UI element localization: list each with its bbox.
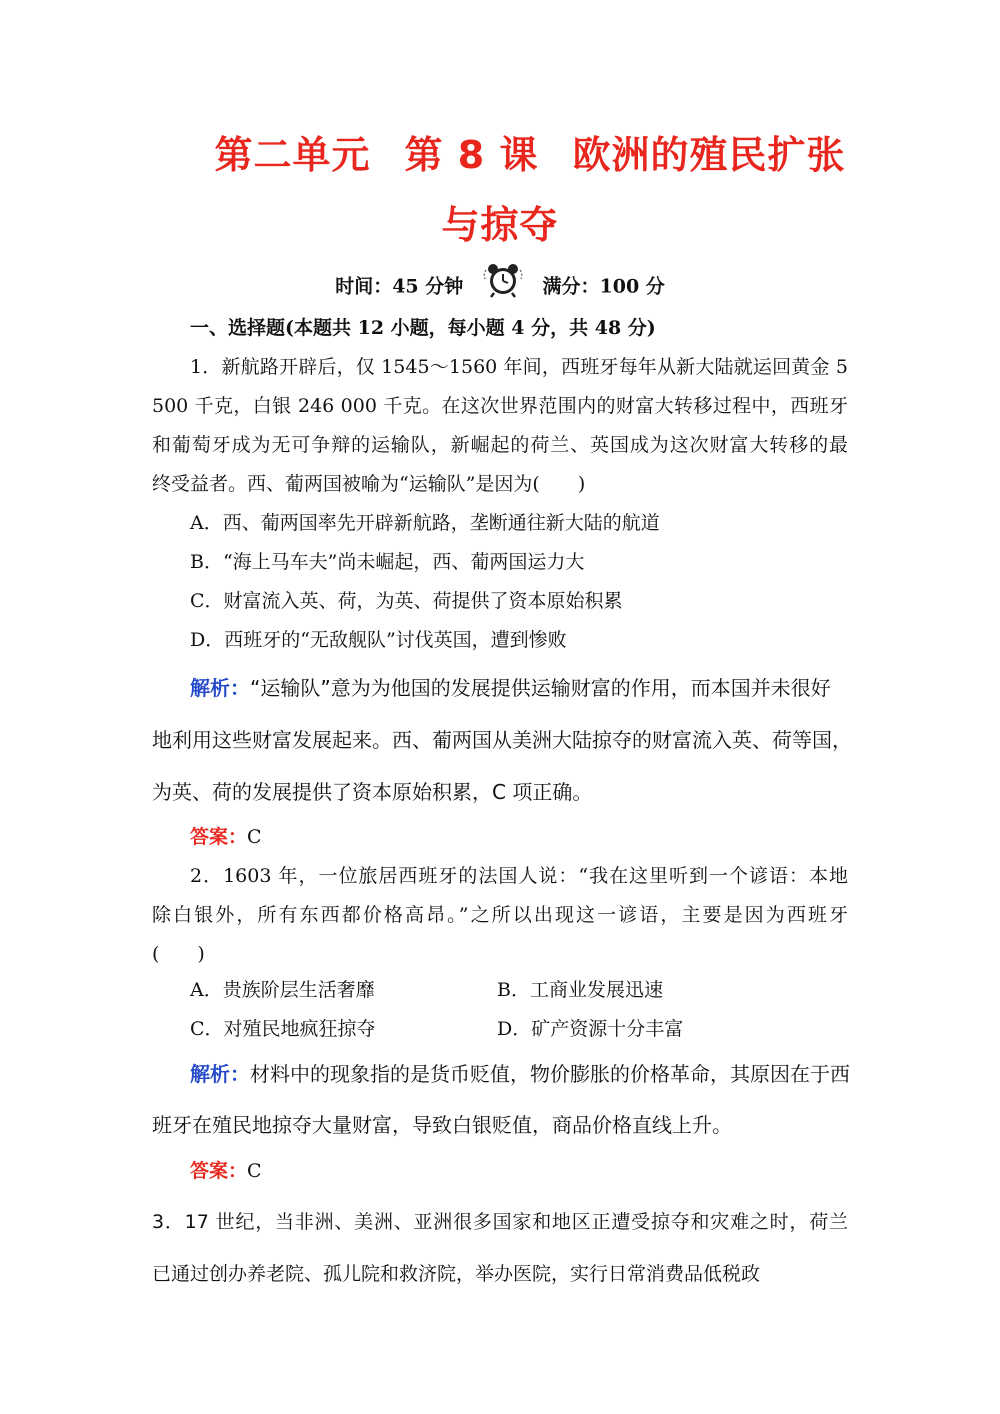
- q1-option-c: C．财富流入英、荷，为英、荷提供了资本原始积累: [190, 590, 623, 612]
- q2-option-d: D．矿产资源十分丰富: [497, 1018, 684, 1040]
- page-title: [0, 124, 1000, 179]
- page-title-line2: [0, 194, 1000, 249]
- q1-analysis-label: 解析：: [190, 676, 250, 700]
- time-limit: 时间：45 分钟: [335, 275, 464, 298]
- q2-line-1: 2．1603 年，一位旅居西班牙的法国人说：“我在这里听到一个谚语：本地: [190, 865, 848, 887]
- q1-analysis-text-1: “运输队”意为为他国的发展提供运输财富的作用，而本国并未很好: [250, 676, 831, 700]
- q1-analysis-2: 地利用这些财富发展起来。西、葡两国从美洲大陆掠夺的财富流入英、荷等国，: [152, 728, 852, 752]
- q1-option-d: D．西班牙的“无敌舰队”讨伐英国，遭到惨败: [190, 629, 567, 651]
- q3-line-2: 已通过创办养老院、孤儿院和救济院，举办医院，实行日常消费品低税政: [152, 1263, 761, 1285]
- q2-analysis-2: 班牙在殖民地掠夺大量财富，导致白银贬值，商品价格直线上升。: [152, 1113, 732, 1137]
- q2-option-a: A．贵族阶层生活奢靡: [190, 979, 375, 1001]
- exam-meta: [0, 270, 1000, 305]
- q2-answer: [190, 1162, 262, 1181]
- q2-line-2: 除白银外，所有东西都价格高昂。”之所以出现这一谚语，主要是因为西班牙: [152, 904, 848, 926]
- q1-answer-value: C: [247, 826, 262, 848]
- q2-analysis-text-1: 材料中的现象指的是货币贬值，物价膨胀的价格革命，其原因在于西: [250, 1062, 850, 1086]
- alarm-clock-icon: [480, 260, 526, 305]
- q3-line-1: 3．17 世纪，当非洲、美洲、亚洲很多国家和地区正遭受掠夺和灾难之时，荷兰: [152, 1211, 848, 1233]
- q2-analysis-1: [190, 1064, 848, 1084]
- q1-line-1: 1．新航路开辟后，仅 1545～1560 年间，西班牙每年从新大陆就运回黄金 5: [190, 356, 848, 378]
- q1-option-a: A．西、葡两国率先开辟新航路，垄断通往新大陆的航道: [190, 512, 660, 534]
- q1-line-2: 500 千克，白银 246 000 千克。在这次世界范围内的财富大转移过程中，西班牙: [152, 395, 848, 417]
- q1-analysis-1: [190, 678, 848, 698]
- q1-line-4: 终受益者。西、葡两国被喻为“运输队”是因为( ): [152, 473, 586, 495]
- q2-option-c: C．对殖民地疯狂掠夺: [190, 1018, 376, 1040]
- q1-line-3: 和葡萄牙成为无可争辩的运输队，新崛起的荷兰、英国成为这次财富大转移的最: [152, 434, 848, 456]
- title-topic-cont: 与掠夺: [441, 203, 559, 247]
- q2-line-3: ( ): [152, 943, 205, 965]
- q2-answer-label: 答案：: [190, 1160, 248, 1182]
- section-heading: 一、选择题(本题共 12 小题，每小题 4 分，共 48 分): [190, 317, 656, 339]
- q1-analysis-3: 为英、荷的发展提供了资本原始积累，C 项正确。: [152, 780, 593, 804]
- q1-answer-label: 答案：: [190, 826, 248, 848]
- q1-answer: [190, 828, 262, 847]
- q1-option-b: B．“海上马车夫”尚未崛起，西、葡两国运力大: [190, 551, 585, 573]
- q2-option-b: B．工商业发展迅速: [497, 979, 663, 1001]
- title-topic: 欧洲的殖民扩张: [572, 133, 846, 177]
- title-unit: 第二单元: [214, 133, 371, 177]
- full-score: 满分：100 分: [542, 275, 665, 298]
- q2-answer-value: C: [247, 1160, 262, 1182]
- title-lesson: 第 8 课: [404, 133, 539, 177]
- q2-analysis-label: 解析：: [190, 1062, 250, 1086]
